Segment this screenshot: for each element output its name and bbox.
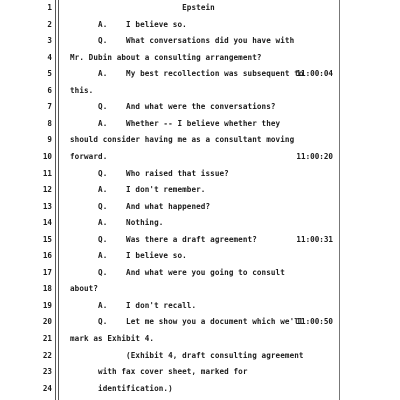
line-text: identification.)	[70, 383, 173, 393]
line-number: 5	[47, 69, 52, 79]
transcript-line	[0, 182, 400, 198]
line-text: Q. And what were the conversations?	[70, 102, 276, 112]
transcript-line	[0, 116, 400, 132]
line-number: 2	[47, 19, 52, 29]
line-text: Q. Let me show you a document which we'll	[70, 317, 304, 327]
line-text: this.	[70, 85, 94, 95]
line-number: 24	[42, 383, 52, 393]
line-number: 20	[42, 317, 52, 327]
transcript-line	[0, 50, 400, 66]
transcript-line	[0, 298, 400, 314]
line-text: (Exhibit 4, draft consulting agreement	[70, 350, 304, 360]
line-text: A. Nothing.	[70, 218, 164, 228]
line-text: Q. Was there a draft agreement?	[70, 234, 257, 244]
line-text: A. I don't recall.	[70, 300, 197, 310]
transcript-line	[0, 166, 400, 182]
transcript-line	[0, 331, 400, 347]
timestamp: 11:00:20	[296, 151, 333, 161]
timestamp: 11:00:04	[296, 69, 333, 79]
line-text: A. I don't remember.	[70, 185, 206, 195]
transcript-line	[0, 66, 400, 82]
line-text: Mr. Dubin about a consulting arrangement?	[70, 52, 262, 62]
timestamp: 11:00:50	[296, 317, 333, 327]
transcript-line	[0, 199, 400, 215]
transcript-line	[0, 232, 400, 248]
line-number: 21	[42, 334, 52, 343]
line-text: A. My best recollection was subsequent to	[70, 69, 304, 79]
transcript-line	[0, 149, 400, 165]
line-number: 22	[42, 350, 52, 360]
transcript-line	[0, 83, 400, 99]
transcript-line	[0, 248, 400, 264]
transcript-line	[0, 381, 400, 397]
line-number: 8	[47, 118, 52, 128]
line-text: should consider having me as a consultant moving	[70, 135, 295, 145]
line-text: Q. And what happened?	[70, 201, 211, 211]
line-text: mark as Exhibit 4.	[70, 334, 155, 343]
transcript-line	[0, 99, 400, 115]
line-number: 13	[42, 201, 52, 211]
line-number: 9	[47, 135, 52, 145]
line-text: forward.	[70, 151, 108, 161]
transcript-line	[0, 265, 400, 281]
line-text: A. I believe so.	[70, 19, 187, 29]
line-number: 19	[42, 300, 52, 310]
transcript-line	[0, 132, 400, 148]
line-number: 7	[47, 102, 52, 112]
line-text: A. I believe so.	[70, 251, 187, 261]
transcript-line	[0, 17, 400, 33]
line-number: 6	[47, 85, 52, 95]
transcript-line	[0, 348, 400, 364]
transcript-line	[0, 33, 400, 49]
line-number: 14	[42, 218, 52, 228]
line-number: 15	[42, 234, 52, 244]
transcript-line	[0, 215, 400, 231]
line-number: 3	[47, 36, 52, 46]
line-text: Q. And what were you going to consult	[70, 267, 285, 277]
line-text: Q. Who raised that issue?	[70, 168, 229, 178]
transcript-line	[0, 314, 400, 330]
line-number: 23	[42, 367, 52, 377]
line-text: about?	[70, 284, 99, 294]
transcript-line	[0, 0, 400, 16]
line-number: 4	[47, 52, 52, 62]
line-text: A. Whether -- I believe whether they	[70, 118, 281, 128]
line-text: with fax cover sheet, marked for	[70, 367, 248, 377]
line-number: 11	[42, 168, 52, 178]
transcript-line	[0, 281, 400, 297]
line-number: 1	[47, 3, 52, 12]
line-text: Q. What conversations did you have with	[70, 36, 295, 46]
transcript-line	[0, 364, 400, 380]
line-number: 18	[42, 284, 52, 294]
line-number: 10	[42, 151, 52, 161]
line-number: 12	[42, 185, 52, 195]
timestamp: 11:00:31	[296, 234, 333, 244]
line-number: 17	[42, 267, 52, 277]
line-text: Epstein	[182, 3, 215, 12]
line-number: 16	[42, 251, 52, 261]
